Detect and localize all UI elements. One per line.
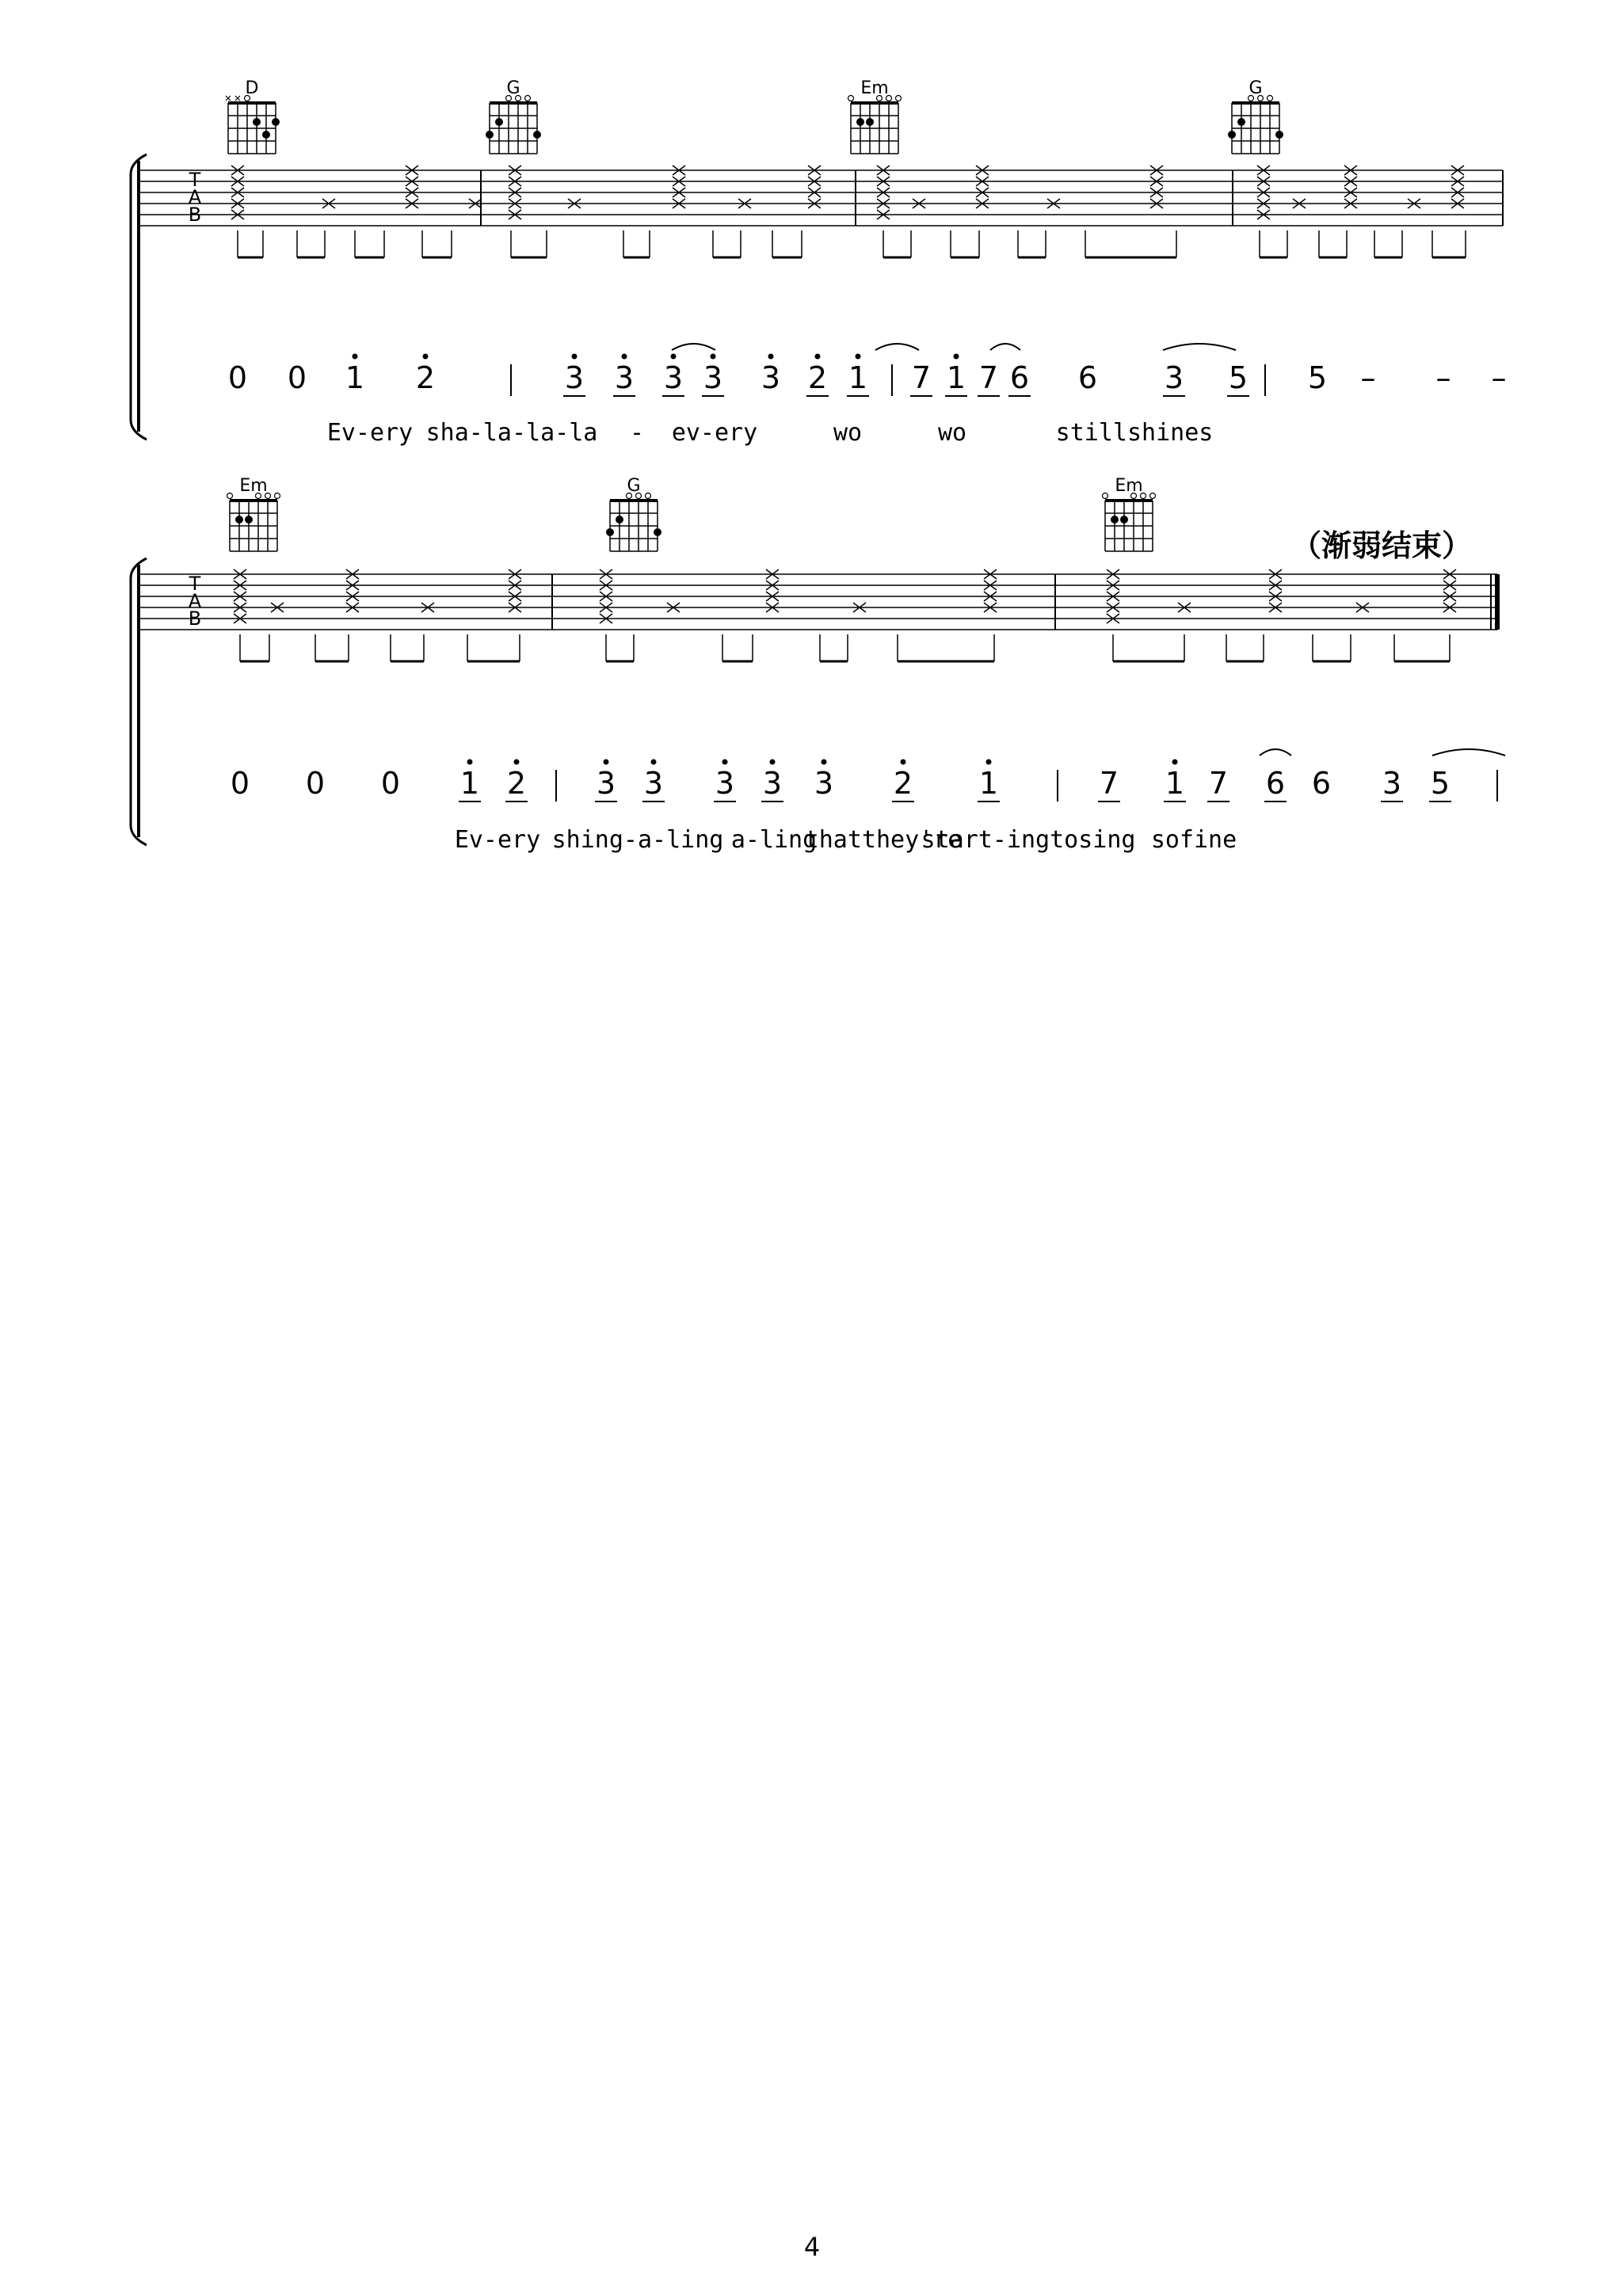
finger-dot (856, 118, 864, 126)
jianpu-note: 7 (1208, 766, 1229, 801)
jianpu-note: 3 (762, 766, 783, 801)
finger-dot (1111, 516, 1119, 524)
score-system-2 (131, 476, 1505, 854)
finger-dot (253, 118, 261, 126)
jianpu-note: 6 (1265, 766, 1286, 801)
sustain-dash: – (1435, 360, 1451, 395)
jianpu-note: 1 (946, 360, 966, 395)
tab-clef-letter: A (188, 590, 202, 612)
jianpu-note: 7 (978, 360, 999, 395)
jianpu-note: 1 (848, 360, 868, 395)
octave-dot (815, 354, 821, 360)
tab-clef-letter: B (188, 204, 202, 226)
lyric-syllable: sofine (1150, 826, 1237, 854)
octave-dot (353, 354, 358, 360)
octave-dot (768, 354, 774, 360)
finger-dot (272, 118, 280, 126)
octave-dot (901, 760, 906, 765)
chord-diagram (606, 476, 661, 551)
jianpu-note: 3 (663, 360, 684, 395)
lyric-syllable: Ev-ery (326, 419, 414, 447)
octave-dot (822, 760, 827, 765)
lyric-syllable: sha-la-la-la (425, 419, 598, 447)
lyric-syllable: wo (833, 419, 863, 447)
muted-string-marker (235, 96, 240, 101)
chord-diagram (227, 476, 280, 551)
chord-name: G (506, 78, 520, 98)
jianpu-note: 3 (596, 766, 616, 801)
slur (990, 344, 1020, 350)
lyric-syllable: Ev-ery (454, 826, 541, 854)
jianpu-note: 0 (380, 766, 401, 801)
chord-name: G (627, 476, 641, 496)
jianpu-note: 1 (459, 766, 480, 801)
open-string-marker (1150, 493, 1156, 499)
open-string-marker (227, 493, 233, 499)
jianpu-note: 3 (703, 360, 723, 395)
tab-clef-letter: T (189, 573, 201, 595)
slur (1260, 749, 1291, 756)
jianpu-note: 5 (1430, 766, 1451, 801)
slur (1163, 344, 1236, 350)
octave-dot (856, 354, 861, 360)
jianpu-note: 0 (287, 360, 307, 395)
chord-name: Em (1115, 476, 1143, 496)
lyric-syllable: stillshines (1055, 419, 1214, 447)
jianpu-note: 1 (978, 766, 999, 801)
finger-dot (486, 131, 494, 139)
octave-dot (671, 354, 677, 360)
tab-clef-letter: B (188, 607, 202, 630)
jianpu-note: 3 (614, 360, 635, 395)
system-annotation: （渐弱结束） (1291, 528, 1473, 563)
jianpu-note: 2 (506, 766, 527, 801)
jianpu-note: 7 (911, 360, 932, 395)
chord-diagram (1103, 476, 1156, 551)
tab-clef-letter: T (189, 169, 201, 191)
jianpu-note: 1 (345, 360, 365, 395)
lyric-syllable: thatthey're (804, 826, 963, 854)
lyric-syllable: - (629, 419, 645, 447)
finger-dot (606, 528, 614, 536)
finger-dot (245, 516, 253, 524)
sustain-dash: – (1491, 360, 1507, 395)
open-string-marker (1141, 493, 1146, 499)
open-string-marker (275, 493, 280, 499)
octave-dot (986, 760, 992, 765)
jianpu-note: 6 (1077, 360, 1098, 395)
lyric-syllable: wo (937, 419, 967, 447)
octave-dot (622, 354, 627, 360)
lyric-syllable: start-ingtosing (921, 826, 1136, 854)
open-string-marker (896, 96, 902, 101)
finger-dot (654, 528, 661, 536)
jianpu-note: 3 (564, 360, 585, 395)
slur (1432, 749, 1505, 756)
jianpu-note: 0 (227, 360, 248, 395)
jianpu-note: 3 (761, 360, 781, 395)
octave-dot (651, 760, 657, 765)
octave-dot (954, 354, 959, 360)
jianpu-note: 3 (1164, 360, 1184, 395)
finger-dot (866, 118, 874, 126)
jianpu-note: 2 (893, 766, 913, 801)
octave-dot (423, 354, 429, 360)
jianpu-note: 6 (1311, 766, 1332, 801)
chord-diagram (1228, 78, 1283, 154)
open-string-marker (265, 493, 271, 499)
finger-dot (533, 131, 541, 139)
lyric-syllable: shing-a-ling (551, 826, 724, 854)
sustain-dash: – (1360, 360, 1376, 395)
jianpu-note: 3 (715, 766, 735, 801)
octave-dot (711, 354, 716, 360)
jianpu-note: 2 (415, 360, 436, 395)
tab-clef-letter: A (188, 186, 202, 208)
chord-diagram (848, 78, 902, 154)
finger-dot (262, 131, 270, 139)
jianpu-note: 2 (807, 360, 828, 395)
chord-name: G (1248, 78, 1263, 98)
page-number: 4 (803, 2232, 821, 2262)
slur (672, 344, 715, 350)
chord-name: D (245, 78, 259, 98)
jianpu-note: 3 (643, 766, 664, 801)
slur (875, 344, 919, 350)
open-string-marker (1268, 96, 1273, 101)
finger-dot (616, 516, 623, 524)
jianpu-note: 7 (1099, 766, 1119, 801)
finger-dot (1120, 516, 1128, 524)
jianpu-note: 3 (814, 766, 834, 801)
open-string-marker (1103, 493, 1108, 499)
jianpu-note: 0 (305, 766, 326, 801)
jianpu-note: 6 (1009, 360, 1030, 395)
chord-diagram (486, 78, 541, 154)
octave-dot (604, 760, 609, 765)
chord-name: Em (860, 78, 889, 98)
open-string-marker (646, 493, 651, 499)
open-string-marker (886, 96, 892, 101)
jianpu-note: 0 (230, 766, 250, 801)
octave-dot (467, 760, 473, 765)
score-system-1 (131, 78, 1507, 447)
jianpu-note: 3 (1382, 766, 1402, 801)
chord-diagram (226, 78, 280, 154)
open-string-marker (525, 96, 531, 101)
finger-dot (495, 118, 503, 126)
jianpu-note: 5 (1307, 360, 1328, 395)
finger-dot (1228, 131, 1236, 139)
lyric-syllable: ev-ery (671, 419, 758, 447)
finger-dot (1275, 131, 1283, 139)
lyric-syllable: a-ling (730, 826, 818, 854)
finger-dot (1237, 118, 1245, 126)
muted-string-marker (226, 96, 231, 101)
octave-dot (770, 760, 776, 765)
open-string-marker (848, 96, 854, 101)
octave-dot (572, 354, 578, 360)
octave-dot (1172, 760, 1178, 765)
jianpu-note: 1 (1165, 766, 1185, 801)
octave-dot (722, 760, 728, 765)
jianpu-note: 5 (1228, 360, 1248, 395)
chord-name: Em (239, 476, 268, 496)
finger-dot (235, 516, 243, 524)
octave-dot (514, 760, 520, 765)
